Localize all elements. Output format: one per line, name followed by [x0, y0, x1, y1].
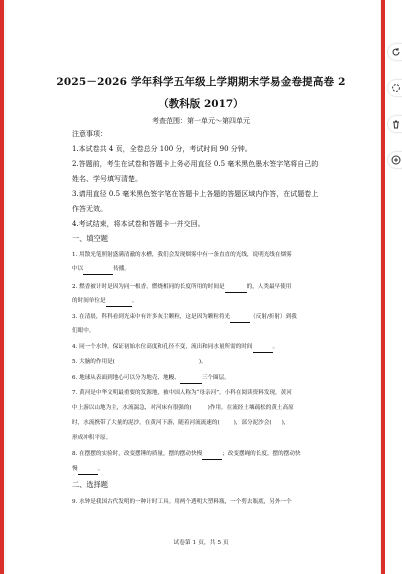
exam-scope: 考查范围：第一单元～第四单元 [152, 117, 250, 125]
question-7-text-3: 时，水流携带了大量的泥沙，在黄河下游，随着河流流速的( [72, 420, 220, 426]
question-9-line-1: 9. 水钟是我国古代发明的一种计时工具。用两个透明大塑料瓶，一个剪去瓶底，另外一个 [72, 499, 292, 505]
answer-blank[interactable] [106, 298, 132, 307]
question-2-text-2-end: 。 [131, 298, 138, 304]
page-footer: 试卷第 1 页，共 5 页 [173, 540, 229, 546]
answer-blank[interactable] [78, 466, 98, 475]
question-8-line-1 [72, 449, 348, 460]
section-multiple-choice-title: 二、选择题 [72, 480, 108, 489]
exam-subtitle: （教科版 2017） [158, 98, 244, 110]
exam-title: 2025－2026 学年科学五年级上学期期末学易金卷提高卷 2 [56, 76, 346, 88]
question-5-text-end: )。 [198, 359, 207, 365]
note-3-cont: 作答无效。 [72, 205, 107, 213]
note-2-cont: 姓名、学号填写清楚。 [72, 175, 142, 183]
question-8-text: 8. 在摆摆的实验时，改变摆锤的质量，摆的摆动快慢 [72, 451, 203, 457]
zoom-in-button[interactable] [388, 152, 402, 168]
question-2-text: 2. 燃香被计时是因为同一根香，燃烧相同的长度所用的时间是 [72, 284, 225, 290]
question-4-text: 4. 同一个水钟，保证初始水位高度和孔径不变，流出和同水量所需的时间 [72, 344, 253, 350]
question-1-text: 中以 [72, 266, 84, 272]
note-1: 1.本试卷共 4 页，全卷总分 100 分，考试时间 90 分钟。 [72, 145, 252, 153]
question-3-text: 3. 在清晨，科科看到光束中有许多灰尘颗粒，这是因为颗粒将光 [72, 314, 231, 320]
rotate-button[interactable] [388, 44, 402, 60]
notes-heading: 注意事项： [72, 130, 107, 138]
question-6 [72, 373, 348, 384]
question-2-line-2 [72, 296, 348, 307]
delete-button[interactable] [388, 116, 402, 132]
question-3-line-1 [72, 312, 348, 323]
question-7-text-2-end: )作用。在流经土壤疏松的黄土高原 [207, 405, 294, 411]
question-2-text-2: 的时间单位是 [72, 298, 106, 304]
question-2-line-1 [72, 282, 348, 293]
note-3: 3.请用直径 0.5 毫米黑色签字笔在答题卡上各题的答题区域内作答，在试题卷上 [72, 190, 319, 198]
section-fill-blank-title: 一、填空题 [72, 234, 108, 243]
question-2-text-end: 的，人类最早使用 [246, 284, 292, 290]
answer-blank[interactable] [253, 344, 273, 353]
question-4-text-end: 。 [272, 344, 279, 350]
question-8-text-mid: ；改变摆绳的长度，摆的摆动快 [222, 451, 301, 457]
note-4: 4.考试结束，将本试卷和答题卡一并交回。 [72, 220, 205, 228]
answer-blank[interactable] [83, 266, 113, 275]
question-4 [72, 342, 348, 353]
note-2: 2.答题前，考生在试卷和答题卡上务必用直径 0.5 毫米黑色墨水签字笔将自己的 [72, 160, 319, 168]
question-7-line-1: 7. 黄河是中华文明最重要的发源地，被中国人称为“母亲河”。小科在阅读资料发现，黄河 [72, 390, 292, 396]
question-7-text-2: 中上游以山地为主，水流湍急，对河床有很强的( [72, 405, 192, 411]
question-7-line-2 [72, 403, 348, 414]
answer-blank[interactable] [230, 314, 250, 323]
refresh-button[interactable] [388, 80, 402, 96]
answer-blank[interactable] [225, 284, 247, 293]
question-7-text-3-end: )， [281, 420, 290, 426]
question-7-line-3 [72, 418, 348, 429]
question-6-text-end: 三个圈层。 [201, 375, 230, 381]
question-7-line-4: 形成冲积平原。 [72, 435, 112, 441]
question-8-text-2: 慢 [72, 466, 78, 472]
question-8-text-2-end: 。 [97, 466, 104, 472]
question-1-line-2 [72, 264, 348, 275]
question-1-text-end: 传播。 [113, 266, 130, 272]
answer-blank[interactable] [202, 451, 222, 460]
question-1-line-1: 1. 用散光笔照射盛满清澈的水槽，我们会发现烟雾中有一条直直的光线，说明光线在烟雾 [72, 252, 292, 258]
question-6-text: 6. 地球从表面到地心可以分为地壳、地幔、 [72, 375, 180, 381]
question-3-line-2: 们眼中。 [72, 328, 95, 334]
question-5-text: 5. 大脑的作用是( [72, 359, 115, 365]
question-7-text-3-mid: )，部分泥沙会( [233, 420, 272, 426]
question-8-line-2 [72, 464, 348, 475]
question-5 [72, 357, 348, 368]
answer-blank[interactable] [180, 375, 202, 384]
question-3-text-end: （反射/折射）到我 [250, 314, 297, 320]
